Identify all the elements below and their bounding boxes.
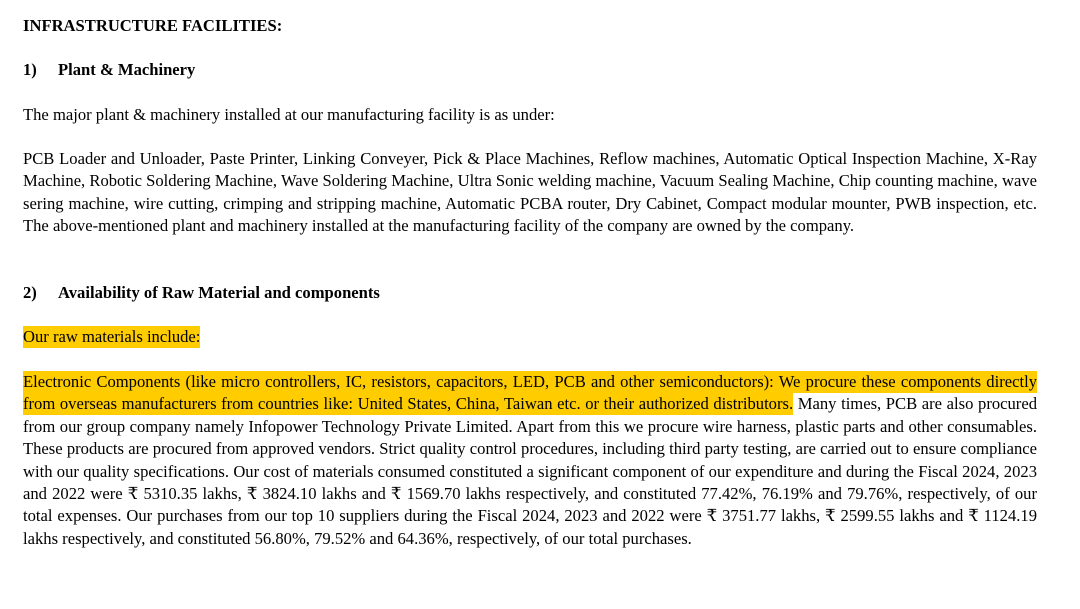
- machinery-list-paragraph: PCB Loader and Unloader, Paste Printer, Linking Conveyer, Pick & Place Machines, Reflow machines, Automatic Optical Inspection Machine, X-Ray Machine, Robotic Soldering Machine, Wave Soldering Machine, Ultra Sonic welding machine, Vacuum Sealing Machine, Chip counting machine, wave sering machine, wire cutting, crimping and stripping machine, Automatic PCBA router, Dry Cabinet, Compact modular mounter, PWB inspection, etc. The above-mentioned plant and machinery installed at the manufacturing facility of the company are owned by the company.: [23, 149, 1037, 236]
- raw-materials-paragraph: [23, 371, 1037, 550]
- raw-materials-intro-highlight: Our raw materials include:: [23, 327, 201, 346]
- section-2-heading: [23, 282, 380, 304]
- section-1-intro: The major plant & machinery installed at our manufacturing facility is as under:: [23, 105, 555, 124]
- section-1-title: Plant & Machinery: [58, 60, 196, 79]
- main-heading: INFRASTRUCTURE FACILITIES:: [23, 16, 283, 35]
- raw-materials-body-text: Many times, PCB are also procured from our group company namely Infopower Technology Private Limited. Apart from this we procure wire harness, plastic parts and other consumables. These products are procured from approved vendors. Strict quality control procedures, including third party testing, are carried out to ensure compliance with our quality specifications. Our cost of materials consumed constituted a significant component of our expenditure and during the Fiscal 2024, 2023 and 2022 were ₹ 5310.35 lakhs, ₹ 3824.10 lakhs and ₹ 1569.70 lakhs respectively, and constituted 77.42%, 76.19% and 79.76%, respectively, of our total expenses. Our purchases from our top 10 suppliers during the Fiscal 2024, 2023 and 2022 were ₹ 3751.77 lakhs, ₹ 2599.55 lakhs and ₹ 1124.19 lakhs respectively, and constituted 56.80%, 79.52% and 64.36%, respectively, of our total purchases.: [23, 394, 1037, 548]
- section-1-heading: [23, 59, 195, 81]
- section-2-title: Availability of Raw Material and components: [58, 283, 380, 302]
- raw-materials-intro: [23, 326, 1037, 348]
- section-1-number: 1): [23, 60, 37, 79]
- section-2-number: 2): [23, 283, 37, 302]
- electronic-components-highlight: Electronic Components (like micro controllers, IC, resistors, capacitors, LED, PCB and other semiconductors): We procure these components directly from overseas manufacturers from countries like: United States, China, Taiwan etc. or their authorized distributors.: [23, 372, 1037, 414]
